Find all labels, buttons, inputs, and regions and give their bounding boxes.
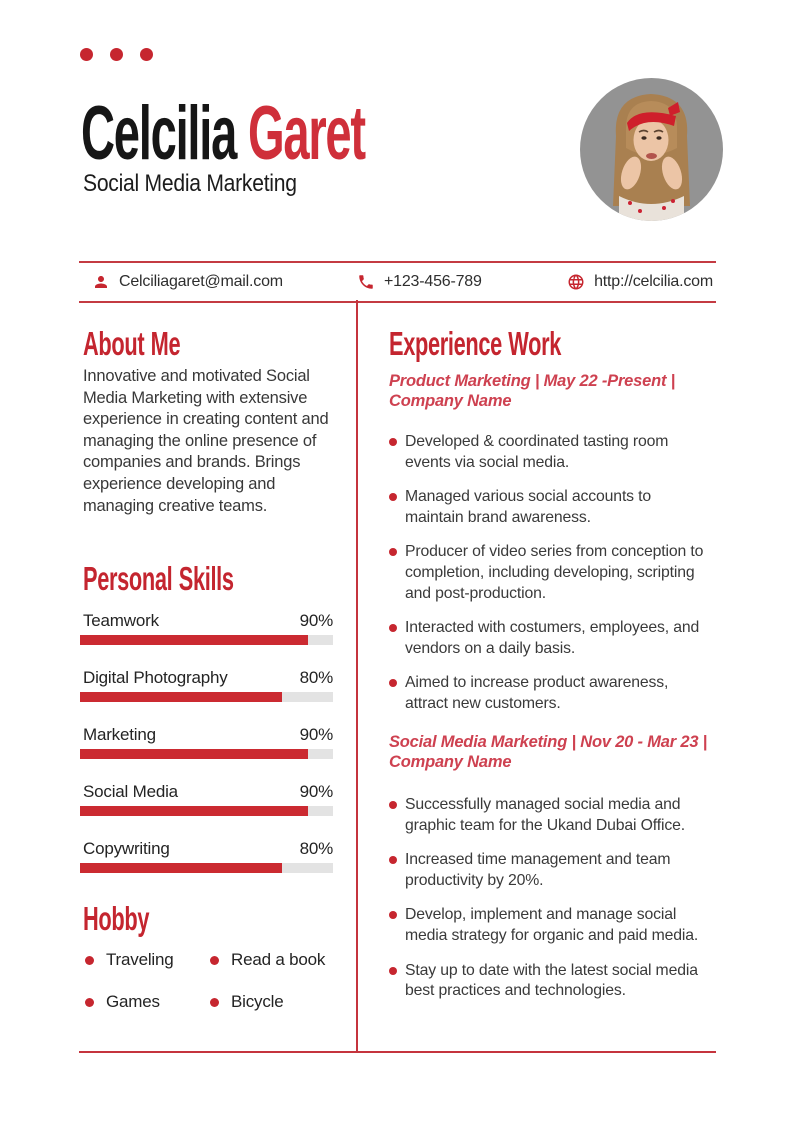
- hobby-label: Bicycle: [231, 992, 284, 1011]
- job-bullet: Increased time management and team productivity by 20%.: [389, 850, 711, 891]
- skills-list: [80, 610, 333, 895]
- skill-bar-fill: [80, 635, 308, 645]
- job-title: [389, 372, 709, 411]
- job-bullet: Producer of video series from conception to completion, including developing, scripting and post-production.: [389, 542, 711, 604]
- last-name: Garet: [247, 91, 365, 176]
- hobby-heading: Hobby: [83, 900, 150, 937]
- bullet-dot: [85, 998, 94, 1007]
- job-title-line2: Company Name: [389, 752, 512, 771]
- skill-bar-track: [80, 692, 333, 702]
- experience-heading: Experience Work: [389, 325, 562, 362]
- email-text: Celciliagaret@mail.com: [119, 273, 283, 290]
- skill-bar-fill: [80, 806, 308, 816]
- job-bullet-list: [389, 432, 711, 729]
- website-text: http://celcilia.com: [594, 273, 713, 290]
- job-bullet: Develop, implement and manage social media strategy for organic and paid media.: [389, 905, 711, 946]
- skill-percent: 90%: [299, 782, 333, 801]
- first-name: Celcilia: [81, 91, 237, 176]
- skill-row: [80, 667, 333, 724]
- column-divider: [356, 300, 358, 1051]
- skill-row: [80, 781, 333, 838]
- bullet-dot: [210, 956, 219, 965]
- job-title-subtitle: Social Media Marketing: [83, 170, 297, 197]
- job-bullet: Aimed to increase product awareness, attract new customers.: [389, 673, 711, 714]
- profile-photo: [580, 78, 723, 221]
- job-bullet: Managed various social accounts to maintain brand awareness.: [389, 487, 711, 528]
- red-dot: [80, 48, 93, 61]
- skill-row: [80, 838, 333, 895]
- hobby-item: [210, 992, 325, 1012]
- skill-row: [80, 724, 333, 781]
- skill-percent: 80%: [299, 668, 333, 687]
- skill-label: Copywriting: [83, 839, 170, 858]
- globe-icon: [567, 273, 585, 291]
- job-title-line2: Company Name: [389, 391, 512, 410]
- about-heading: About Me: [83, 325, 181, 362]
- phone-text: +123-456-789: [384, 273, 482, 290]
- avatar-illustration: [580, 78, 723, 221]
- about-text: Innovative and motivated Social Media Marketing with extensive experience in creating content and managing the online presence of companies and brands. Brings experience developing and managing creative teams.: [83, 367, 329, 515]
- contact-bar: [79, 261, 716, 303]
- contact-email: [92, 263, 283, 301]
- skill-row: [80, 610, 333, 667]
- skill-bar-fill: [80, 749, 308, 759]
- hobby-list: [85, 950, 325, 1012]
- job-title-line1: Product Marketing | May 22 -Present |: [389, 372, 676, 390]
- skill-bar-track: [80, 635, 333, 645]
- skill-label: Social Media: [83, 782, 178, 801]
- job-title-line1: Social Media Marketing | Nov 20 - Mar 23 |: [389, 733, 708, 751]
- job-bullet: Successfully managed social media and graphic team for the Ukand Dubai Office.: [389, 795, 711, 836]
- contact-phone: [357, 263, 482, 301]
- skill-bar-track: [80, 863, 333, 873]
- red-dot: [110, 48, 123, 61]
- skill-percent: 90%: [299, 725, 333, 744]
- hobby-item: [85, 950, 210, 970]
- person-icon: [92, 273, 110, 291]
- skills-heading: Personal Skills: [83, 560, 234, 597]
- hobby-label: Games: [106, 992, 160, 1011]
- hobby-item: [85, 992, 210, 1012]
- bullet-dot: [210, 998, 219, 1007]
- decorative-dots: [80, 48, 153, 61]
- skill-percent: 90%: [299, 611, 333, 630]
- skill-bar-track: [80, 749, 333, 759]
- skill-bar-fill: [80, 863, 282, 873]
- bottom-rule: [79, 1051, 716, 1053]
- skill-bar-fill: [80, 692, 282, 702]
- job-bullet: Stay up to date with the latest social media best practices and technologies.: [389, 961, 711, 1002]
- skill-bar-track: [80, 806, 333, 816]
- hobby-label: Traveling: [106, 950, 174, 969]
- skill-percent: 80%: [299, 839, 333, 858]
- person-name: [81, 91, 365, 176]
- job-bullet: Interacted with costumers, employees, and vendors on a daily basis.: [389, 618, 711, 659]
- job-title: [389, 733, 709, 772]
- skill-label: Marketing: [83, 725, 156, 744]
- bullet-dot: [85, 956, 94, 965]
- hobby-item: [210, 950, 325, 970]
- skill-label: Teamwork: [83, 611, 159, 630]
- red-dot: [140, 48, 153, 61]
- hobby-label: Read a book: [231, 950, 326, 969]
- contact-website: [567, 263, 713, 301]
- phone-icon: [357, 273, 375, 291]
- job-bullet: Developed & coordinated tasting room events via social media.: [389, 432, 711, 473]
- job-bullet-list: [389, 795, 711, 1016]
- skill-label: Digital Photography: [83, 668, 228, 687]
